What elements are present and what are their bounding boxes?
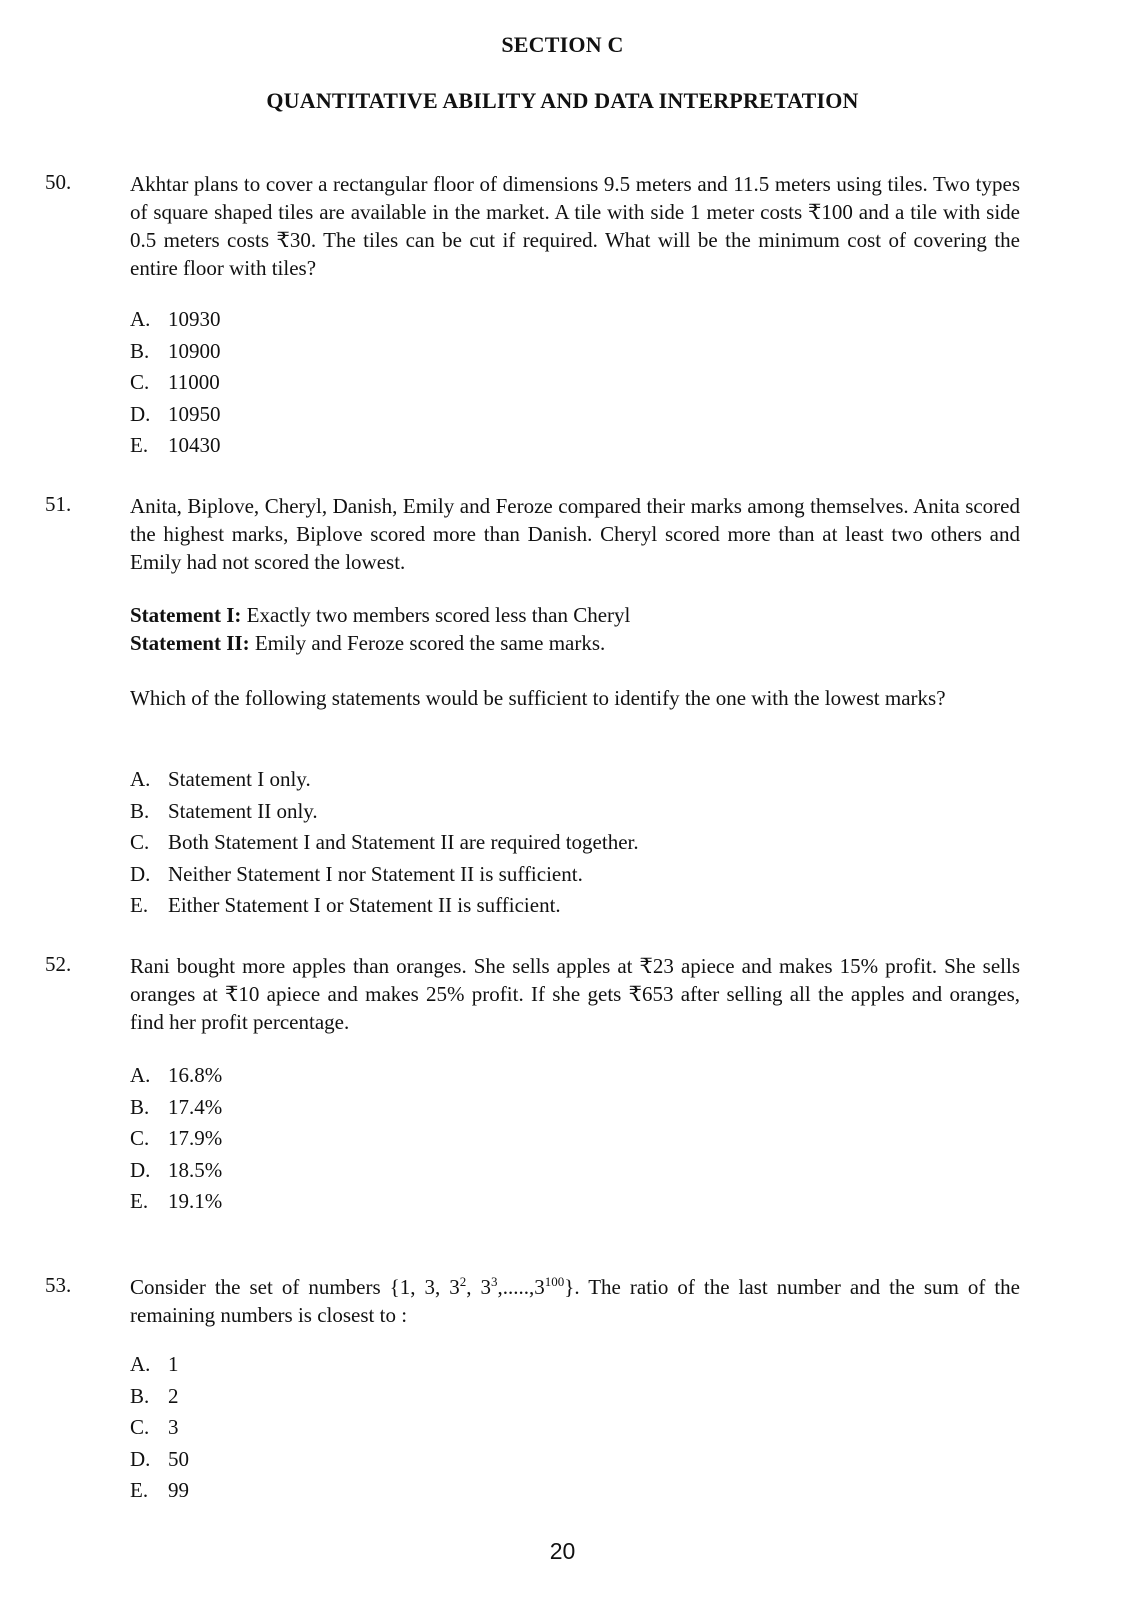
page-number: 20	[549, 1538, 576, 1564]
statement-one-text: Exactly two members scored less than Cheryl	[241, 603, 631, 627]
statement-two-label: Statement II:	[130, 631, 250, 655]
question-number: 53.	[45, 1273, 72, 1297]
question-number: 52.	[45, 952, 72, 976]
question-stem: Consider the set of numbers {1, 3, $3^2$, $3^3,.....,3^{100}$}. The ratio of the last number and the sum of the remaining numbers is closest to :	[130, 1274, 1021, 1327]
option-d: D. 10950	[130, 401, 221, 426]
option-c: C. 3	[130, 1415, 179, 1439]
option-a: A. 1	[130, 1352, 179, 1376]
option-c: C. 17.9%	[130, 1126, 223, 1150]
statement-two	[130, 629, 1020, 657]
option-a: A. 10930	[130, 307, 221, 331]
option-b: B. 17.4%	[130, 1094, 223, 1119]
option-e: E. 19.1%	[130, 1189, 223, 1213]
option-list	[130, 764, 639, 922]
question-prompt: Which of the following statements would be sufficient to identify the one with the lowest marks?	[130, 686, 946, 710]
option-b: B. 10900	[130, 338, 221, 363]
option-e: E. 10430	[130, 433, 221, 457]
option-list	[130, 304, 221, 462]
statement-two-text: Emily and Feroze scored the same marks.	[249, 631, 606, 655]
option-list	[130, 1349, 189, 1507]
option-e: E. Either Statement I or Statement II is sufficient.	[130, 893, 561, 917]
exponent: 2	[459, 1274, 467, 1289]
option-d: D. Neither Statement I nor Statement II is sufficient.	[130, 861, 583, 886]
option-a: A. 16.8%	[130, 1063, 223, 1087]
section-title: SECTION C	[501, 32, 624, 57]
option-b: B. Statement II only.	[130, 798, 318, 823]
statement-one-label: Statement I:	[130, 603, 242, 627]
option-b: B. 2	[130, 1383, 179, 1408]
option-list	[130, 1060, 222, 1218]
exponent: 100	[544, 1274, 565, 1289]
option-e: E. 99	[130, 1478, 189, 1502]
statement-one	[130, 601, 1020, 629]
option-c: C. 11000	[130, 370, 220, 394]
option-d: D. 18.5%	[130, 1157, 223, 1182]
question-number: 51.	[45, 492, 72, 516]
option-a: A. Statement I only.	[130, 767, 311, 791]
question-stem: Rani bought more apples than oranges. She sells apples at ₹23 apiece and makes 15% profit. She sells oranges at ₹10 apiece and makes 25% profit. If she gets ₹653 after selling all the apples and oranges, find her profit percentage.	[130, 954, 1020, 1034]
question-number: 50.	[45, 170, 72, 194]
option-c: C. Both Statement I and Statement II are required together.	[130, 830, 639, 854]
question-stem: Akhtar plans to cover a rectangular floor of dimensions 9.5 meters and 11.5 meters using tiles. Two types of square shaped tiles are available in the market. A tile with side 1 meter costs ₹100 and a tile with side 0.5 meters costs ₹30. The tiles can be cut if required. What will be the minimum cost of covering the entire floor with tiles?	[130, 172, 1020, 280]
exponent: 3	[491, 1274, 498, 1289]
option-d: D. 50	[130, 1446, 189, 1471]
section-subtitle: QUANTITATIVE ABILITY AND DATA INTERPRETATION	[266, 88, 859, 113]
question-stem: Anita, Biplove, Cheryl, Danish, Emily and Feroze compared their marks among themselves. Anita scored the highest marks, Biplove scored more than Danish. Cheryl scored more than at least two others and Emily had not scored the lowest.	[130, 494, 1020, 574]
